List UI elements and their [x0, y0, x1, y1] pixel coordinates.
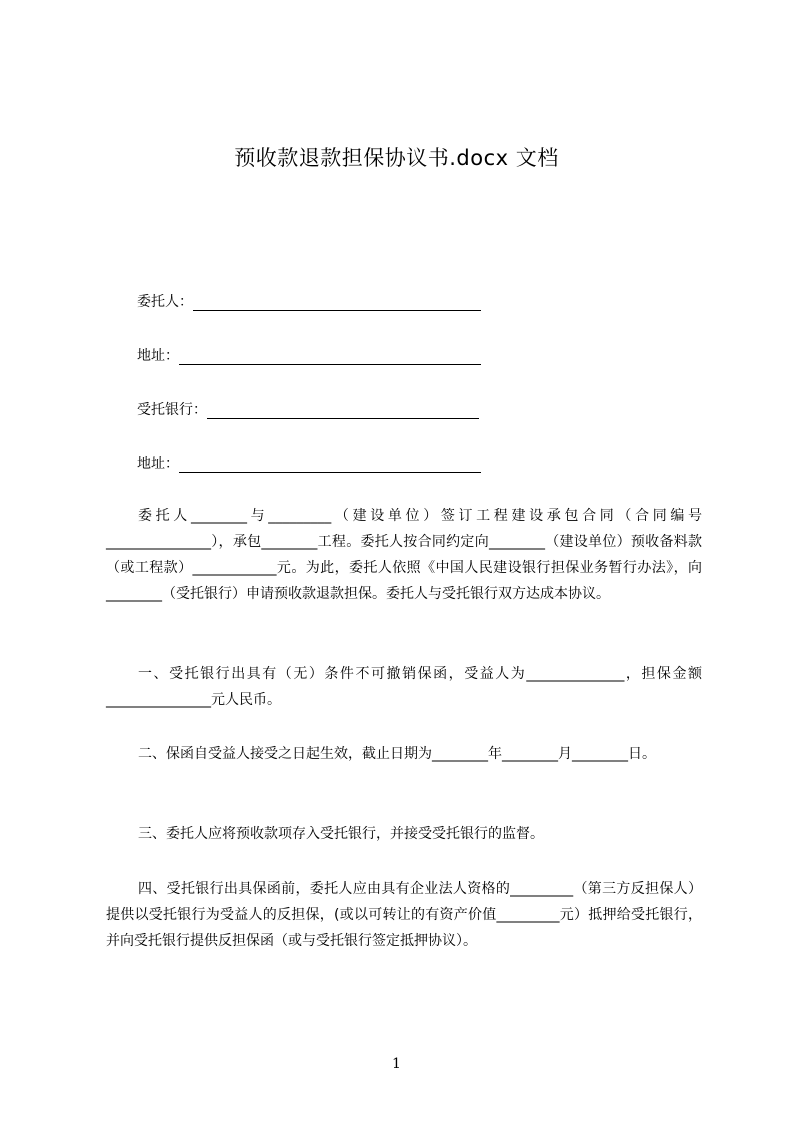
paragraph-clause-2: 二、保函自受益人接受之日起生效，截止日期为________年________月________日。: [138, 746, 656, 762]
field-bank-blank: [207, 404, 479, 419]
paragraph-clause-3: 三、委托人应将预收款项存入受托银行，并接受受托银行的监督。: [138, 826, 544, 842]
field-client-address: [137, 345, 481, 365]
field-client-label: 委托人：: [137, 294, 193, 310]
field-bank-address-label: 地址：: [137, 456, 179, 472]
field-bank-address: [137, 453, 481, 473]
paragraph-clause-4: 四、受托银行出具保函前，委托人应由具有企业法人资格的_________（第三方反担保人）提供以受托银行为受益人的反担保，(或以可转让的有资产价值_________元）抵押给受托银行，并向受托银行提供反担保函（或与受托银行签定抵押协议）。: [106, 881, 702, 949]
paragraph-clause-1: 一、受托银行出具有（无）条件不可撤销保函，受益人为______________，担保金额_______________元人民币。: [106, 666, 702, 708]
field-bank-label: 受托银行：: [137, 402, 207, 418]
field-bank: [137, 399, 479, 419]
field-client: [137, 291, 481, 311]
field-client-address-label: 地址：: [137, 348, 179, 364]
field-client-blank: [193, 296, 481, 311]
paragraph-intro: 委托人________与_________（建设单位）签订工程建设承包合同（合同编号_______________），承包________工程。委托人按合同约定向________（建设单位）预收备料款（或工程款）____________元。为此，委托人依照《中国人民建设银行担保业务暂行办法》，向________（受托银行）申请预收款退款担保。委托人与受托银行双方达成本协议。: [106, 508, 702, 602]
field-client-address-blank: [179, 350, 481, 365]
page-number: 1: [392, 1056, 401, 1072]
field-bank-address-blank: [179, 458, 481, 473]
document-title: 预收款退款担保协议书.docx 文档: [234, 146, 559, 170]
